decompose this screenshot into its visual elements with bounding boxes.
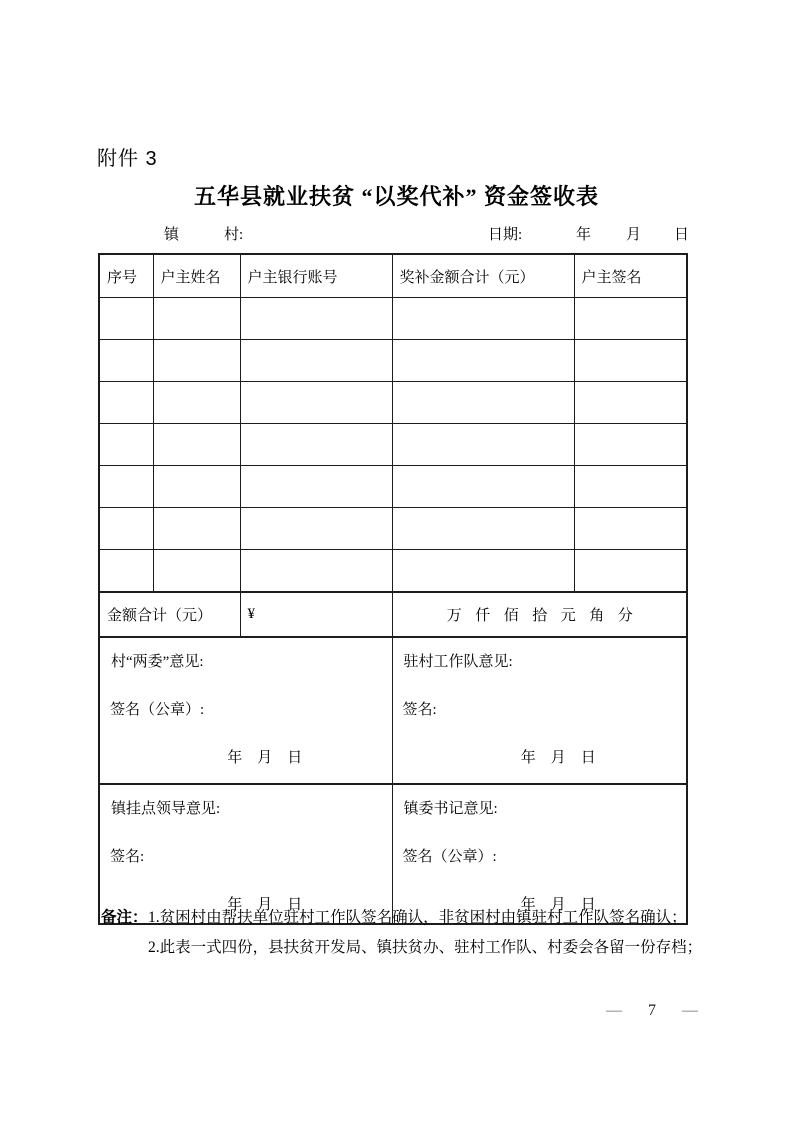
table-header-row — [99, 254, 687, 298]
table-row — [99, 298, 687, 340]
signature-label: 签名: — [110, 849, 145, 865]
empty-cell-bank-account — [240, 298, 392, 340]
signup-table — [98, 253, 688, 925]
header-cell-bank-account: 户主银行账号 — [240, 254, 392, 298]
empty-cell-signature — [574, 466, 687, 508]
empty-cell-amount — [392, 466, 574, 508]
date-line: 年 月 日 — [227, 750, 303, 766]
table-row — [99, 466, 687, 508]
empty-cell-index — [99, 340, 153, 382]
empty-cell-name — [153, 424, 240, 466]
opinion-title: 镇挂点领导意见: — [111, 801, 221, 817]
note-line — [148, 933, 711, 963]
empty-cell-signature — [574, 340, 687, 382]
date-day-label: 日 — [674, 227, 690, 243]
empty-cell-amount — [392, 424, 574, 466]
header-cell-amount: 奖补金额合计（元） — [392, 254, 574, 298]
table-row — [99, 424, 687, 466]
signature-label: 签名（公章）: — [110, 702, 205, 718]
note-line — [101, 903, 711, 933]
empty-cell-name — [153, 340, 240, 382]
page-number-value: 7 — [648, 1002, 656, 1019]
form-title: 五华县就业扶贫 “以奖代补” 资金签收表 — [193, 184, 599, 209]
empty-cell-amount — [392, 298, 574, 340]
empty-cell-bank-account — [240, 508, 392, 550]
village-label: 村: — [224, 227, 244, 243]
empty-cell-index — [99, 382, 153, 424]
empty-cell-bank-account — [240, 424, 392, 466]
page-number — [606, 1002, 698, 1020]
empty-cell-amount — [392, 508, 574, 550]
total-label: 金额合计（元） — [99, 592, 240, 637]
meta-row — [98, 223, 698, 243]
attachment-label: 附件 3 — [97, 148, 158, 170]
empty-cell-index — [99, 550, 153, 593]
table-row — [99, 340, 687, 382]
empty-cell-amount — [392, 550, 574, 593]
empty-cell-index — [99, 508, 153, 550]
page-number-dash-right: — — [682, 1002, 698, 1019]
signature-label: 签名（公章）: — [402, 849, 497, 865]
note-text: 2.此表一式四份，县扶贫开发局、镇扶贫办、驻村工作队、村委会各留一份存档； — [148, 939, 703, 956]
table-row — [99, 508, 687, 550]
table-row — [99, 382, 687, 424]
empty-cell-signature — [574, 382, 687, 424]
empty-cell-amount — [392, 382, 574, 424]
empty-cell-index — [99, 424, 153, 466]
notes-block — [101, 903, 711, 963]
date-line: 年 月 日 — [520, 750, 596, 766]
empty-cell-signature — [574, 424, 687, 466]
header-cell-name: 户主姓名 — [153, 254, 240, 298]
empty-cell-name — [153, 550, 240, 593]
currency-symbol: ¥ — [240, 592, 392, 637]
opinion-title: 驻村工作队意见: — [403, 654, 513, 670]
empty-cell-amount — [392, 340, 574, 382]
amount-units: 万 仟 佰 拾 元 角 分 — [392, 592, 687, 637]
signature-label: 签名: — [402, 702, 437, 718]
work-team-opinion-cell — [392, 637, 687, 784]
empty-cell-bank-account — [240, 466, 392, 508]
empty-cell-name — [153, 508, 240, 550]
total-row — [99, 592, 687, 637]
town-label: 镇 — [164, 227, 180, 243]
empty-cell-signature — [574, 298, 687, 340]
empty-cell-index — [99, 298, 153, 340]
empty-cell-signature — [574, 550, 687, 593]
table-row — [99, 550, 687, 593]
empty-cell-bank-account — [240, 382, 392, 424]
empty-cell-index — [99, 466, 153, 508]
village-committee-opinion-cell — [99, 637, 392, 784]
header-cell-signature: 户主签名 — [574, 254, 687, 298]
empty-cell-signature — [574, 508, 687, 550]
opinion-title: 村“两委”意见: — [111, 654, 204, 670]
opinion-title: 镇委书记意见: — [403, 801, 498, 817]
page-number-dash-left: — — [606, 1002, 622, 1019]
empty-cell-bank-account — [240, 550, 392, 593]
date-label: 日期: — [488, 227, 523, 243]
empty-rows — [99, 298, 687, 593]
date-line: 年 月 日 — [227, 897, 303, 913]
notes-label: 备注： — [101, 909, 148, 926]
opinion-row-1 — [99, 637, 687, 784]
date-month-label: 月 — [626, 227, 642, 243]
date-year-label: 年 — [576, 227, 592, 243]
empty-cell-name — [153, 382, 240, 424]
header-cell-index: 序号 — [99, 254, 153, 298]
note-text: 1.贫困村由帮扶单位驻村工作队签名确认，非贫困村由镇驻村工作队签名确认； — [148, 909, 687, 926]
date-line: 年 月 日 — [520, 897, 596, 913]
empty-cell-name — [153, 298, 240, 340]
empty-cell-bank-account — [240, 340, 392, 382]
empty-cell-name — [153, 466, 240, 508]
